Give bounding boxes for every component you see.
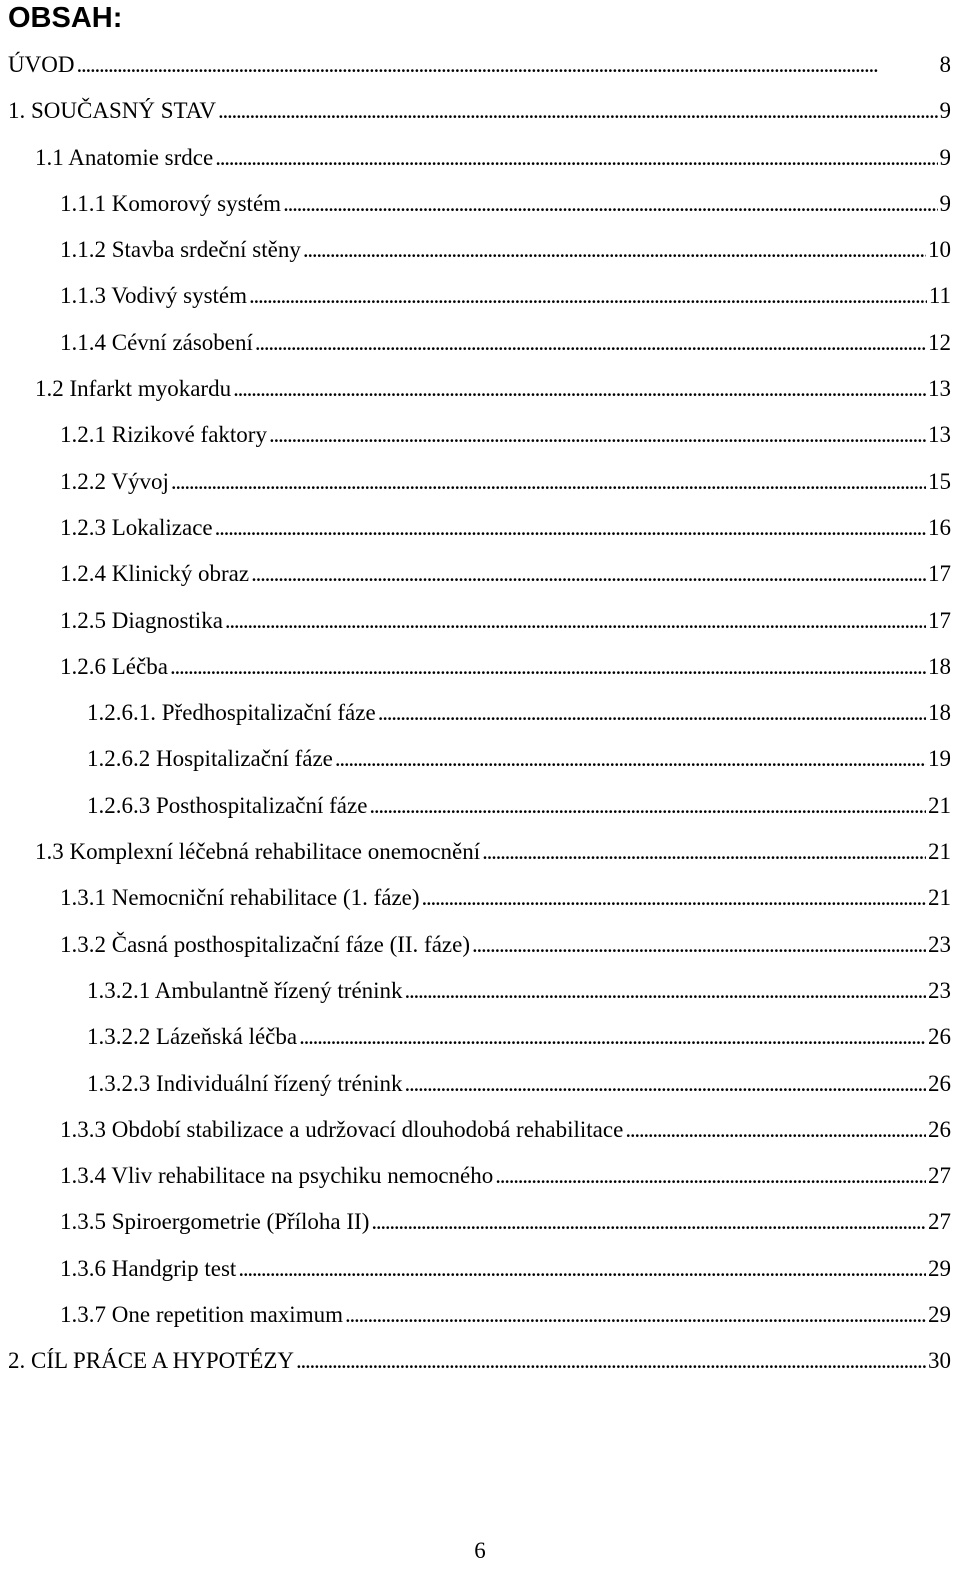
toc-entry-page: 16: [928, 514, 951, 540]
toc-entry-page: 26: [928, 1070, 951, 1096]
toc-entry-page: 27: [928, 1163, 951, 1189]
toc-entry-title: 1.3.5 Spiroergometrie (Příloha II): [60, 1209, 370, 1235]
toc-entry[interactable]: [0, 736, 960, 782]
toc-entry-page: 8: [939, 52, 951, 77]
toc-entry-title: 1.3.1 Nemocniční rehabilitace (1. fáze): [60, 885, 420, 911]
toc-entry-title: 1.3.2.2 Lázeňská léčba: [87, 1024, 298, 1050]
toc-entry-title: ÚVOD: [8, 52, 75, 77]
toc-entry-title: 1.3.7 One repetition maximum: [60, 1302, 343, 1328]
toc-entry-page: 23: [928, 931, 951, 957]
toc-entry-page: 11: [928, 283, 951, 309]
toc-dot-leader: [233, 366, 926, 412]
toc-entry-page: 26: [928, 1116, 951, 1142]
toc-entry-title: 1.2.6.2 Hospitalizační fáze: [87, 746, 333, 772]
toc-dot-leader: [76, 42, 937, 88]
toc-entry-page: 19: [928, 746, 951, 772]
toc-entry[interactable]: [0, 320, 960, 366]
toc-entry[interactable]: [0, 598, 960, 644]
toc-dot-leader: [345, 1292, 926, 1338]
toc-entry-page: 10: [928, 237, 951, 263]
toc-entry-title: 1.2.1 Rizikové faktory: [60, 422, 267, 448]
toc-entry[interactable]: [0, 181, 960, 227]
toc-dot-leader: [625, 1107, 926, 1153]
toc-entry-page: 21: [928, 885, 951, 911]
toc-entry-page: 17: [928, 607, 951, 633]
toc-entry[interactable]: [0, 1061, 960, 1107]
toc-entry-title: 1.3.4 Vliv rehabilitace na psychiku nemocného: [60, 1163, 494, 1189]
toc-entry-title: 1.1.4 Cévní zásobení: [60, 329, 253, 355]
toc-entry-page: 26: [928, 1024, 951, 1050]
toc-entry-page: 9: [939, 144, 951, 170]
toc-entry[interactable]: [0, 968, 960, 1014]
toc-dot-leader: [218, 88, 938, 134]
toc-entry-page: 27: [928, 1209, 951, 1235]
toc-dot-leader: [171, 459, 926, 505]
toc-entry-title: 1.3.3 Období stabilizace a udržovací dlouhodobá rehabilitace: [60, 1116, 624, 1142]
page-number: 6: [474, 1538, 486, 1563]
toc-entry-page: 29: [928, 1255, 951, 1281]
toc-entry[interactable]: [0, 227, 960, 273]
toc-entry-title: 1.1.2 Stavba srdeční stěny: [60, 237, 301, 263]
toc-entry-page: 15: [928, 468, 951, 494]
toc-entry-title: 1.1 Anatomie srdce: [35, 144, 214, 170]
toc-dot-leader: [299, 1014, 926, 1060]
toc-dot-leader: [249, 273, 927, 319]
toc-entry-title: 1.2.2 Vývoj: [60, 468, 169, 494]
toc-entry-title: 1.2.3 Lokalizace: [60, 514, 213, 540]
toc-dot-leader: [170, 644, 926, 690]
toc-entry-title: 1.2.6.1. Předhospitalizační fáze: [87, 700, 376, 726]
toc-entry-title: 1.1.1 Komorový systém: [60, 190, 282, 216]
toc-dot-leader: [422, 875, 926, 921]
toc-entry[interactable]: [0, 366, 960, 412]
toc-entry[interactable]: [0, 829, 960, 875]
toc-entry-title: 1.3 Komplexní léčebná rehabilitace onemocnění: [35, 839, 481, 865]
toc-dot-leader: [303, 227, 926, 273]
toc-entry[interactable]: [0, 644, 960, 690]
toc-entry[interactable]: [0, 135, 960, 181]
toc-entry-title: 1.2.6.3 Posthospitalizační fáze: [87, 792, 368, 818]
toc-entry[interactable]: [0, 42, 960, 88]
toc-entry-page: 21: [928, 839, 951, 865]
toc-dot-leader: [251, 551, 926, 597]
page-title: OBSAH:: [8, 2, 123, 34]
toc-dot-leader: [405, 1061, 926, 1107]
toc-entry[interactable]: [0, 505, 960, 551]
toc-entry-page: 9: [939, 98, 951, 124]
toc-entry-page: 17: [928, 561, 951, 587]
toc-entry-title: 1.3.2.3 Individuální řízený trénink: [87, 1070, 403, 1096]
toc-entry-page: 18: [928, 700, 951, 726]
toc-entry[interactable]: [0, 1246, 960, 1292]
toc-entry-page: 30: [928, 1348, 951, 1374]
toc-entry[interactable]: [0, 412, 960, 458]
toc-entry[interactable]: [0, 783, 960, 829]
toc-dot-leader: [215, 505, 926, 551]
toc-entry[interactable]: [0, 1153, 960, 1199]
toc-dot-leader: [495, 1153, 926, 1199]
toc-entry-page: 12: [928, 329, 951, 355]
toc-entry-page: 21: [928, 792, 951, 818]
toc-dot-leader: [296, 1338, 926, 1384]
toc-dot-leader: [215, 135, 937, 181]
toc-entry[interactable]: [0, 1338, 960, 1384]
toc-entry-title: 1.3.2 Časná posthospitalizační fáze (II. fáze): [60, 931, 470, 957]
toc-entry[interactable]: [0, 922, 960, 968]
toc-dot-leader: [472, 922, 926, 968]
toc-entry-title: 1.2 Infarkt myokardu: [35, 376, 232, 402]
toc-entry-page: 29: [928, 1302, 951, 1328]
toc-dot-leader: [238, 1246, 926, 1292]
toc-entry[interactable]: [0, 1199, 960, 1245]
toc-entry-title: 2. CÍL PRÁCE A HYPOTÉZY: [8, 1348, 295, 1374]
toc-entry[interactable]: [0, 273, 960, 319]
toc-entry[interactable]: [0, 1292, 960, 1338]
toc-dot-leader: [335, 736, 926, 782]
toc-entry-title: 1.1.3 Vodivý systém: [60, 283, 248, 309]
toc-dot-leader: [283, 181, 937, 227]
toc-entry[interactable]: [0, 551, 960, 597]
toc-entry-title: 1.2.6 Léčba: [60, 653, 168, 679]
toc-dot-leader: [255, 320, 926, 366]
toc-entry-page: 23: [928, 977, 951, 1003]
toc-entry[interactable]: [0, 690, 960, 736]
toc-entry-title: 1. SOUČASNÝ STAV: [8, 98, 216, 124]
table-of-contents: [0, 42, 960, 1385]
toc-dot-leader: [405, 968, 926, 1014]
toc-entry-page: 13: [928, 422, 951, 448]
toc-entry[interactable]: [0, 1107, 960, 1153]
toc-entry-page: 13: [928, 376, 951, 402]
toc-dot-leader: [269, 412, 926, 458]
toc-entry-title: 1.2.4 Klinický obraz: [60, 561, 250, 587]
toc-entry-title: 1.3.6 Handgrip test: [60, 1255, 237, 1281]
toc-dot-leader: [369, 783, 926, 829]
toc-entry[interactable]: [0, 875, 960, 921]
toc-entry-title: 1.3.2.1 Ambulantně řízený trénink: [87, 977, 403, 1003]
toc-entry[interactable]: [0, 1014, 960, 1060]
toc-entry[interactable]: [0, 459, 960, 505]
toc-entry-page: 18: [928, 653, 951, 679]
toc-dot-leader: [225, 598, 926, 644]
toc-dot-leader: [378, 690, 926, 736]
toc-dot-leader: [371, 1199, 926, 1245]
toc-dot-leader: [482, 829, 926, 875]
toc-entry[interactable]: [0, 88, 960, 134]
toc-entry-title: 1.2.5 Diagnostika: [60, 607, 223, 633]
toc-entry-page: 9: [939, 190, 951, 216]
